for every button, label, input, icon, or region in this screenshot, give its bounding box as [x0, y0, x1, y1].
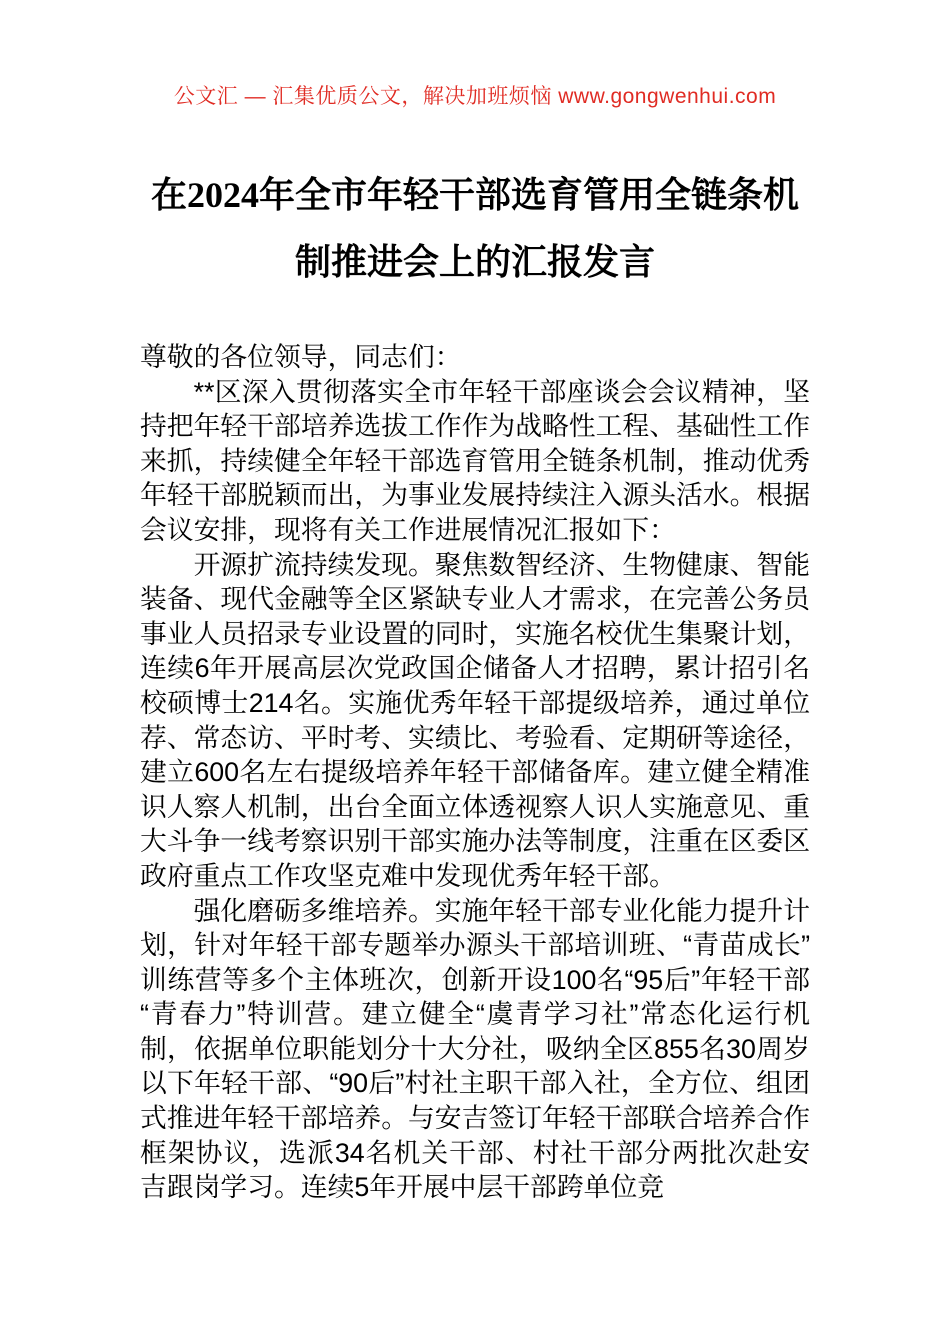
document-title-line-1: 在2024年全市年轻干部选育管用全链条机 [150, 175, 799, 215]
paragraph-intro: **区深入贯彻落实全市年轻干部座谈会会议精神，坚持把年轻干部培养选拔工作作为战略性工程、基础性工作来抓，持续健全年轻干部选育管用全链条机制，推动优秀年轻干部脱颖而出，为事业发展持续注入源头活水。根据会议安排，现将有关工作进展情况汇报如下： [140, 376, 810, 545]
paragraph-talent-discovery: 开源扩流持续发现。聚焦数智经济、生物健康、智能装备、现代金融等全区紧缺专业人才需求，在完善公务员事业人员招录专业设置的同时，实施名校优生集聚计划，连续6年开展高层次党政国企储备人才招聘，累计招引名校硕博士214名。实施优秀年轻干部提级培养，通过单位荐、常态访、平时考、实绩比、考验看、定期研等途径，建立600名左右提级培养年轻干部储备库。建立健全精准识人察人机制，出台全面立体透视察人识人实施意见、重大斗争一线考察识别干部实施办法等制度，注重在区委区政府重点工作攻坚克难中发现优秀年轻干部。 [140, 549, 810, 891]
site-banner-text: 公文汇 — 汇集优质公文，解决加班烦恼 www.gongwenhui.com [173, 85, 777, 108]
document-body [140, 340, 810, 1205]
document-title [125, 162, 825, 296]
paragraph-training: 强化磨砺多维培养。实施年轻干部专业化能力提升计划，针对年轻干部专题举办源头干部培训班、“青苗成长”训练营等多个主体班次，创新开设100名“95后”年轻干部“青春力”特训营。建立健全“虞青学习社”常态化运行机制，依据单位职能划分十大分社，吸纳全区855名30周岁以下年轻干部、“90后”村社主职干部入社，全方位、组团式推进年轻干部培养。与安吉签订年轻干部联合培养合作框架协议，选派34名机关干部、村社干部分两批次赴安吉跟岗学习。连续5年开展中层干部跨单位竞 [140, 895, 810, 1203]
document-title-line-2: 制推进会上的汇报发言 [294, 242, 655, 282]
salutation-line: 尊敬的各位领导，同志们： [140, 342, 462, 372]
